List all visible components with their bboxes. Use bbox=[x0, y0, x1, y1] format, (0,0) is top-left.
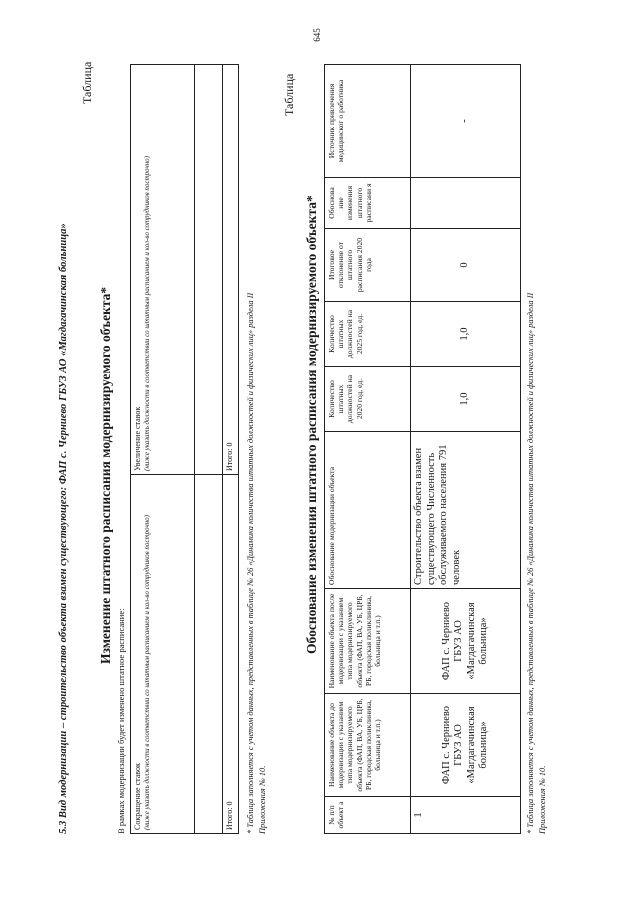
table-cell bbox=[411, 178, 521, 229]
table-cell: 1,0 bbox=[411, 367, 521, 432]
increase-note: (ниже указать должности в соответствии со штатным расписанием и кол-во сотрудников построчно) bbox=[143, 156, 151, 471]
increase-cell bbox=[131, 65, 195, 475]
table2-title: Обоснование изменения штатного расписания модернизируемого объекта* bbox=[304, 195, 319, 654]
table2-footnote: * Таблица заполняется с учетом данных, представленных в таблице № 26 «Динамика количества штатных должностей и физических лиц» раздела II bbox=[526, 292, 535, 834]
empty-cell bbox=[195, 475, 223, 834]
table1-intro: В рамках модернизации будет изменено штатное расписание: bbox=[116, 608, 126, 834]
table-cell: - bbox=[411, 65, 521, 178]
reduction-note: (ниже указать должности в соответствии со штатным расписанием и кол-во сотрудников построчно) bbox=[143, 515, 151, 830]
header-cell: № п/п объект а bbox=[325, 797, 411, 834]
table-cell: ФАП с. Черниево ГБУЗ АО «Магдагачинская больница» bbox=[411, 589, 521, 694]
table-cell: 1 bbox=[411, 797, 521, 834]
rotated-content bbox=[52, 61, 552, 834]
staff-change-table bbox=[130, 64, 239, 834]
table1-title: Изменение штатного расписания модернизируемого объекта* bbox=[98, 286, 113, 664]
table2-footnote-cont: Приложения № 10. bbox=[538, 765, 547, 834]
section-heading: 5.3 Вид модернизации – строительство объекта взамен существующего: ФАП с. Черниево ГБУЗ АО «Магдагачинская больница» bbox=[58, 223, 69, 834]
table1-label: Таблица bbox=[80, 61, 94, 104]
table2-label: Таблица bbox=[282, 73, 296, 116]
header-cell: Количество штатных должностей на 2020 год, ед. bbox=[325, 367, 411, 432]
table-cell: Строительство объекта взамен существующего Численность обслуживаемого населения 791 человек bbox=[411, 432, 521, 589]
table1-footnote-cont: Приложения № 10. bbox=[258, 765, 267, 834]
page-number: 645 bbox=[311, 28, 322, 42]
reduction-header: Сокращение ставок bbox=[133, 763, 142, 830]
header-cell: Количество штатных должностей на 2025 год, ед. bbox=[325, 302, 411, 367]
header-cell: Обоснова ние изменения штатного расписани я bbox=[325, 178, 411, 229]
header-cell: Обоснование модернизации объекта bbox=[325, 432, 411, 589]
table-cell: ФАП с. Черниево ГБУЗ АО «Магдагачинская больница» bbox=[411, 694, 521, 797]
table-cell: 0 bbox=[411, 229, 521, 302]
header-cell: Итоговое отклонение от штатного расписания 2020 года bbox=[325, 229, 411, 302]
justification-table bbox=[324, 64, 521, 834]
reduction-total: Итого: 0 bbox=[223, 475, 239, 834]
table1-footnote: * Таблица заполняется с учетом данных, представленных в таблице № 26 «Динамика количества штатных должностей и физических лиц» раздела II bbox=[246, 292, 255, 834]
header-cell: Наименование объекта после модернизации с указанием типа модернизируемого объекта (ФАП, ВА, УБ, ЦРБ, РБ, городская поликлиника, больница и т.п.) bbox=[325, 589, 411, 694]
increase-header: Увеличение ставок bbox=[133, 406, 142, 471]
increase-total: Итого: 0 bbox=[223, 65, 239, 475]
header-cell: Наименование объекта до модернизации с указанием типа модернизируемого объекта (ФАП, ВА, УБ, ЦРБ, РБ, городская поликлиника, больница и т.п.) bbox=[325, 694, 411, 797]
table-row bbox=[411, 65, 521, 834]
header-cell: Источник привлечения медицинског о работника bbox=[325, 65, 411, 178]
table-cell: 1,0 bbox=[411, 302, 521, 367]
reduction-cell bbox=[131, 475, 195, 834]
empty-cell bbox=[195, 65, 223, 475]
